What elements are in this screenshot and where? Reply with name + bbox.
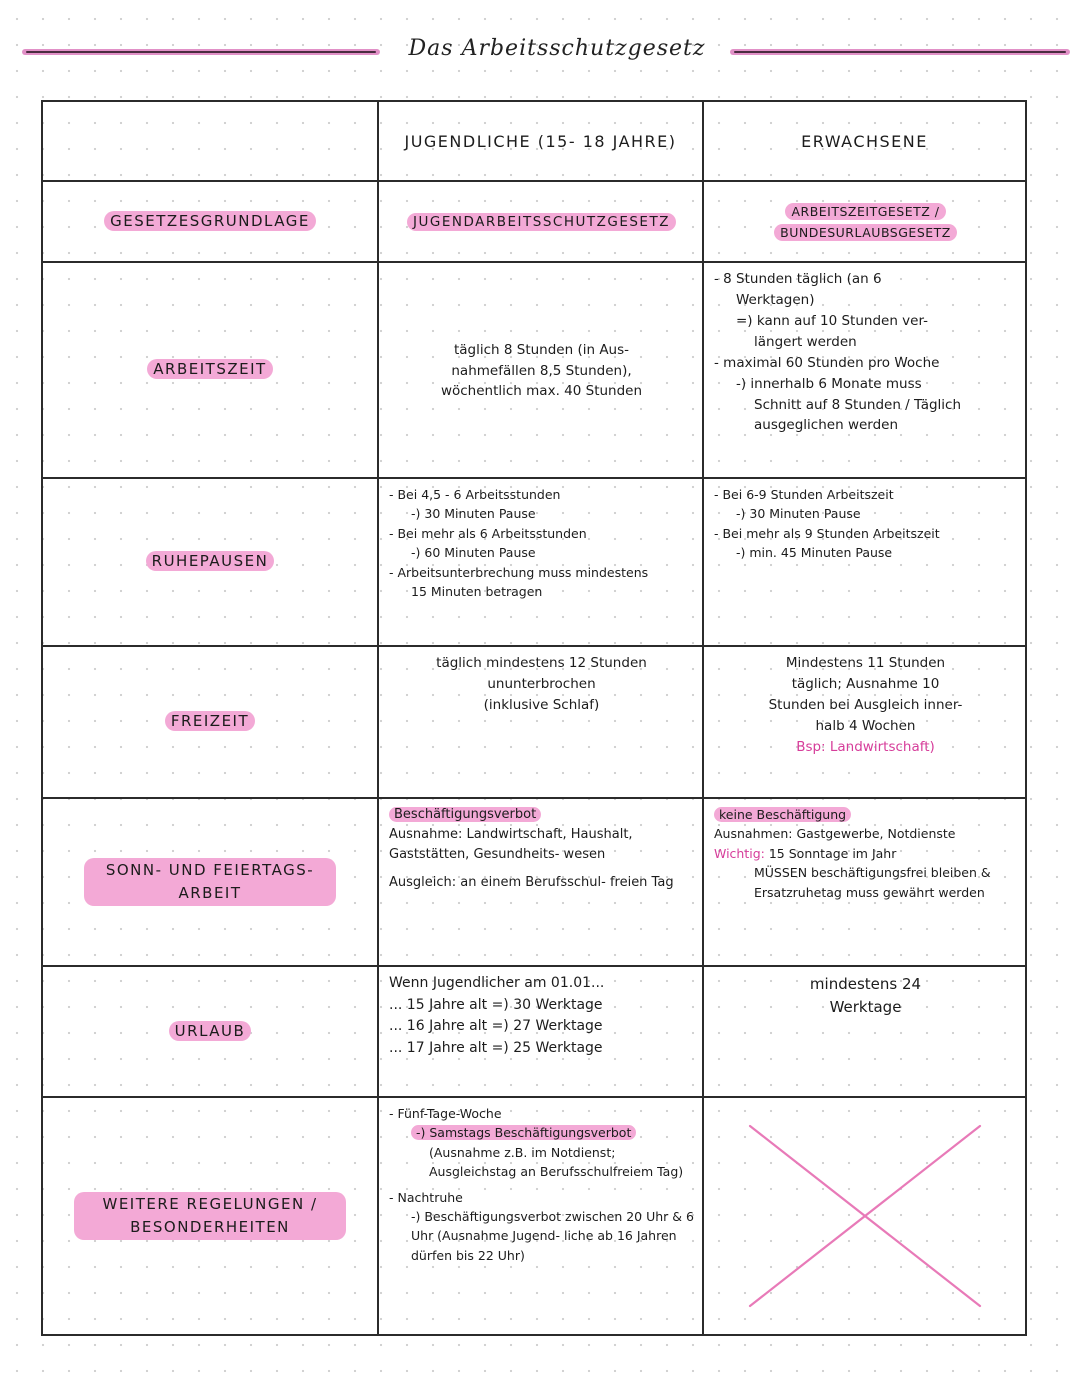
cell-breaks-youth xyxy=(378,478,703,646)
row-label-worktime xyxy=(42,262,378,478)
cell-worktime-adult xyxy=(703,262,1026,478)
text-line: wöchentlich max. 40 Stunden xyxy=(440,383,643,400)
title-bar xyxy=(22,36,1068,70)
text-line: täglich mindestens 12 Stunden xyxy=(436,655,647,671)
cell-vacation-adult xyxy=(703,966,1026,1097)
row-label-other xyxy=(42,1097,378,1335)
cell-sunday-youth xyxy=(378,798,703,966)
text-line: Mindestens 11 Stunden xyxy=(785,655,946,671)
text-line: - 8 Stunden täglich (an 6 xyxy=(714,271,882,287)
text-line: (Ausnahme z.B. im Notdienst; Ausgleichstag an Berufsschulfreiem Tag) xyxy=(429,1144,684,1180)
row-label-freetime xyxy=(42,646,378,798)
text-line: mindestens 24 xyxy=(809,975,922,993)
highlight-text: -) Samstags Beschäftigungsverbot xyxy=(411,1125,636,1140)
text-line: - Fünf-Tage-Woche xyxy=(389,1106,502,1121)
row-label-law xyxy=(42,181,378,262)
label-text: RUHEPAUSEN xyxy=(146,551,275,571)
text-line: ununterbrochen xyxy=(487,675,596,692)
text-line: - Bei 6-9 Stunden Arbeitszeit xyxy=(714,487,894,502)
text-line: nahmefällen 8,5 Stunden), xyxy=(451,362,632,379)
text-line: =) kann auf 10 Stunden ver- xyxy=(736,312,929,329)
text-line: -) innerhalb 6 Monate muss xyxy=(736,375,922,392)
important-text: 15 Sonntage im Jahr xyxy=(768,845,897,861)
text-line: -) 30 Minuten Pause xyxy=(411,506,536,522)
row-other xyxy=(42,1097,1026,1335)
ban-text: keine Beschäftigung xyxy=(714,807,851,822)
text-line: Wenn Jugendlicher am 01.01... xyxy=(389,975,605,991)
cell-other-youth xyxy=(378,1097,703,1335)
label-text: SONN- UND FEIERTAGS- ARBEIT xyxy=(84,858,336,907)
text-line: Stunden bei Ausgleich inner- xyxy=(768,696,963,713)
text-line: - Bei mehr als 9 Stunden Arbeitszeit xyxy=(714,525,940,541)
row-sunday xyxy=(42,798,1026,966)
exceptions-text: Ausnahme: Landwirtschaft, Haushalt, Gaststätten, Gesundheits- wesen xyxy=(389,827,633,863)
text-line: Werktagen) xyxy=(736,291,815,308)
text-line: halb 4 Wochen xyxy=(815,717,916,734)
text-line: -) 60 Minuten Pause xyxy=(411,545,536,561)
text-line: -) Beschäftigungsverbot zwischen 20 Uhr & 6 Uhr (Ausnahme Jugend- liche ab 16 Jahren dürfen bis 22 Uhr) xyxy=(411,1208,694,1263)
table-header-row xyxy=(42,101,1026,181)
cell-other-adult xyxy=(703,1097,1026,1335)
label-text: ARBEITSZEIT xyxy=(147,359,272,379)
text-line: täglich 8 Stunden (in Aus- xyxy=(453,341,630,358)
column-header-adult: ERWACHSENE xyxy=(703,101,1026,181)
row-worktime xyxy=(42,262,1026,478)
text-line: - Bei 4,5 - 6 Arbeitsstunden xyxy=(389,487,561,502)
label-text: GESETZESGRUNDLAGE xyxy=(104,211,316,231)
exceptions-text: Ausnahmen: Gastgewerbe, Notdienste xyxy=(714,826,956,842)
text-line: - Arbeitsunterbrechung muss mindestens xyxy=(389,564,649,580)
corner-cell xyxy=(42,101,378,181)
row-law xyxy=(42,181,1026,262)
column-header-youth: JUGENDLICHE (15- 18 JAHRE) xyxy=(378,101,703,181)
label-text: WEITERE REGELUNGEN / BESONDERHEITEN xyxy=(74,1192,346,1241)
text-line: -) min. 45 Minuten Pause xyxy=(736,545,893,561)
ban-text: Beschäftigungsverbot xyxy=(389,807,541,822)
cell-freetime-youth xyxy=(378,646,703,798)
row-label-vacation xyxy=(42,966,378,1097)
important-prefix: Wichtig: xyxy=(714,845,765,861)
cell-breaks-adult xyxy=(703,478,1026,646)
cell-worktime-youth xyxy=(378,262,703,478)
cell-text: ARBEITSZEITGESETZ / BUNDESURLAUBSGESETZ xyxy=(774,203,957,241)
compensation-text: Ausgleich: an einem Berufsschul- freien Tag xyxy=(389,875,674,891)
row-vacation xyxy=(42,966,1026,1097)
label-text: FREIZEIT xyxy=(165,711,255,731)
cell-text: JUGENDARBEITSSCHUTZGESETZ xyxy=(407,213,676,231)
row-label-breaks xyxy=(42,478,378,646)
example-text: Bsp: Landwirtschaft) xyxy=(796,738,935,755)
text-line: - Bei mehr als 6 Arbeitsstunden xyxy=(389,525,587,541)
text-line: (inklusive Schlaf) xyxy=(483,696,600,713)
text-line: ... 15 Jahre alt =) 30 Werktage xyxy=(389,996,603,1013)
row-breaks xyxy=(42,478,1026,646)
cross-mark-icon xyxy=(740,1116,990,1316)
text-line: 15 Minuten betragen xyxy=(411,583,543,599)
important-rest-text: MÜSSEN beschäftigungsfrei bleiben & Ersatzruhetag muss gewährt werden xyxy=(754,865,991,900)
text-line: ... 16 Jahre alt =) 27 Werktage xyxy=(389,1018,603,1035)
text-line: Werktage xyxy=(829,998,902,1017)
text-line: -) 30 Minuten Pause xyxy=(736,506,861,522)
title-rule-right xyxy=(730,49,1070,55)
page-title: Das Arbeitsschutzgesetz xyxy=(408,36,706,61)
text-line: Schnitt auf 8 Stunden / Täglich xyxy=(754,396,962,413)
comparison-table xyxy=(41,100,1027,1336)
label-text: URLAUB xyxy=(169,1021,252,1041)
text-line: ... 17 Jahre alt =) 25 Werktage xyxy=(389,1040,603,1057)
cell-sunday-adult xyxy=(703,798,1026,966)
text-line: - maximal 60 Stunden pro Woche xyxy=(714,354,940,371)
title-rule-left xyxy=(22,49,380,55)
row-label-sunday xyxy=(42,798,378,966)
text-line: - Nachtruhe xyxy=(389,1189,463,1205)
text-line: täglich; Ausnahme 10 xyxy=(791,675,940,692)
cell-freetime-adult xyxy=(703,646,1026,798)
cell-law-adult xyxy=(703,181,1026,262)
text-line: längert werden xyxy=(754,333,857,350)
row-freetime xyxy=(42,646,1026,798)
cell-vacation-youth xyxy=(378,966,703,1097)
text-line: ausgeglichen werden xyxy=(754,417,899,434)
cell-law-youth xyxy=(378,181,703,262)
